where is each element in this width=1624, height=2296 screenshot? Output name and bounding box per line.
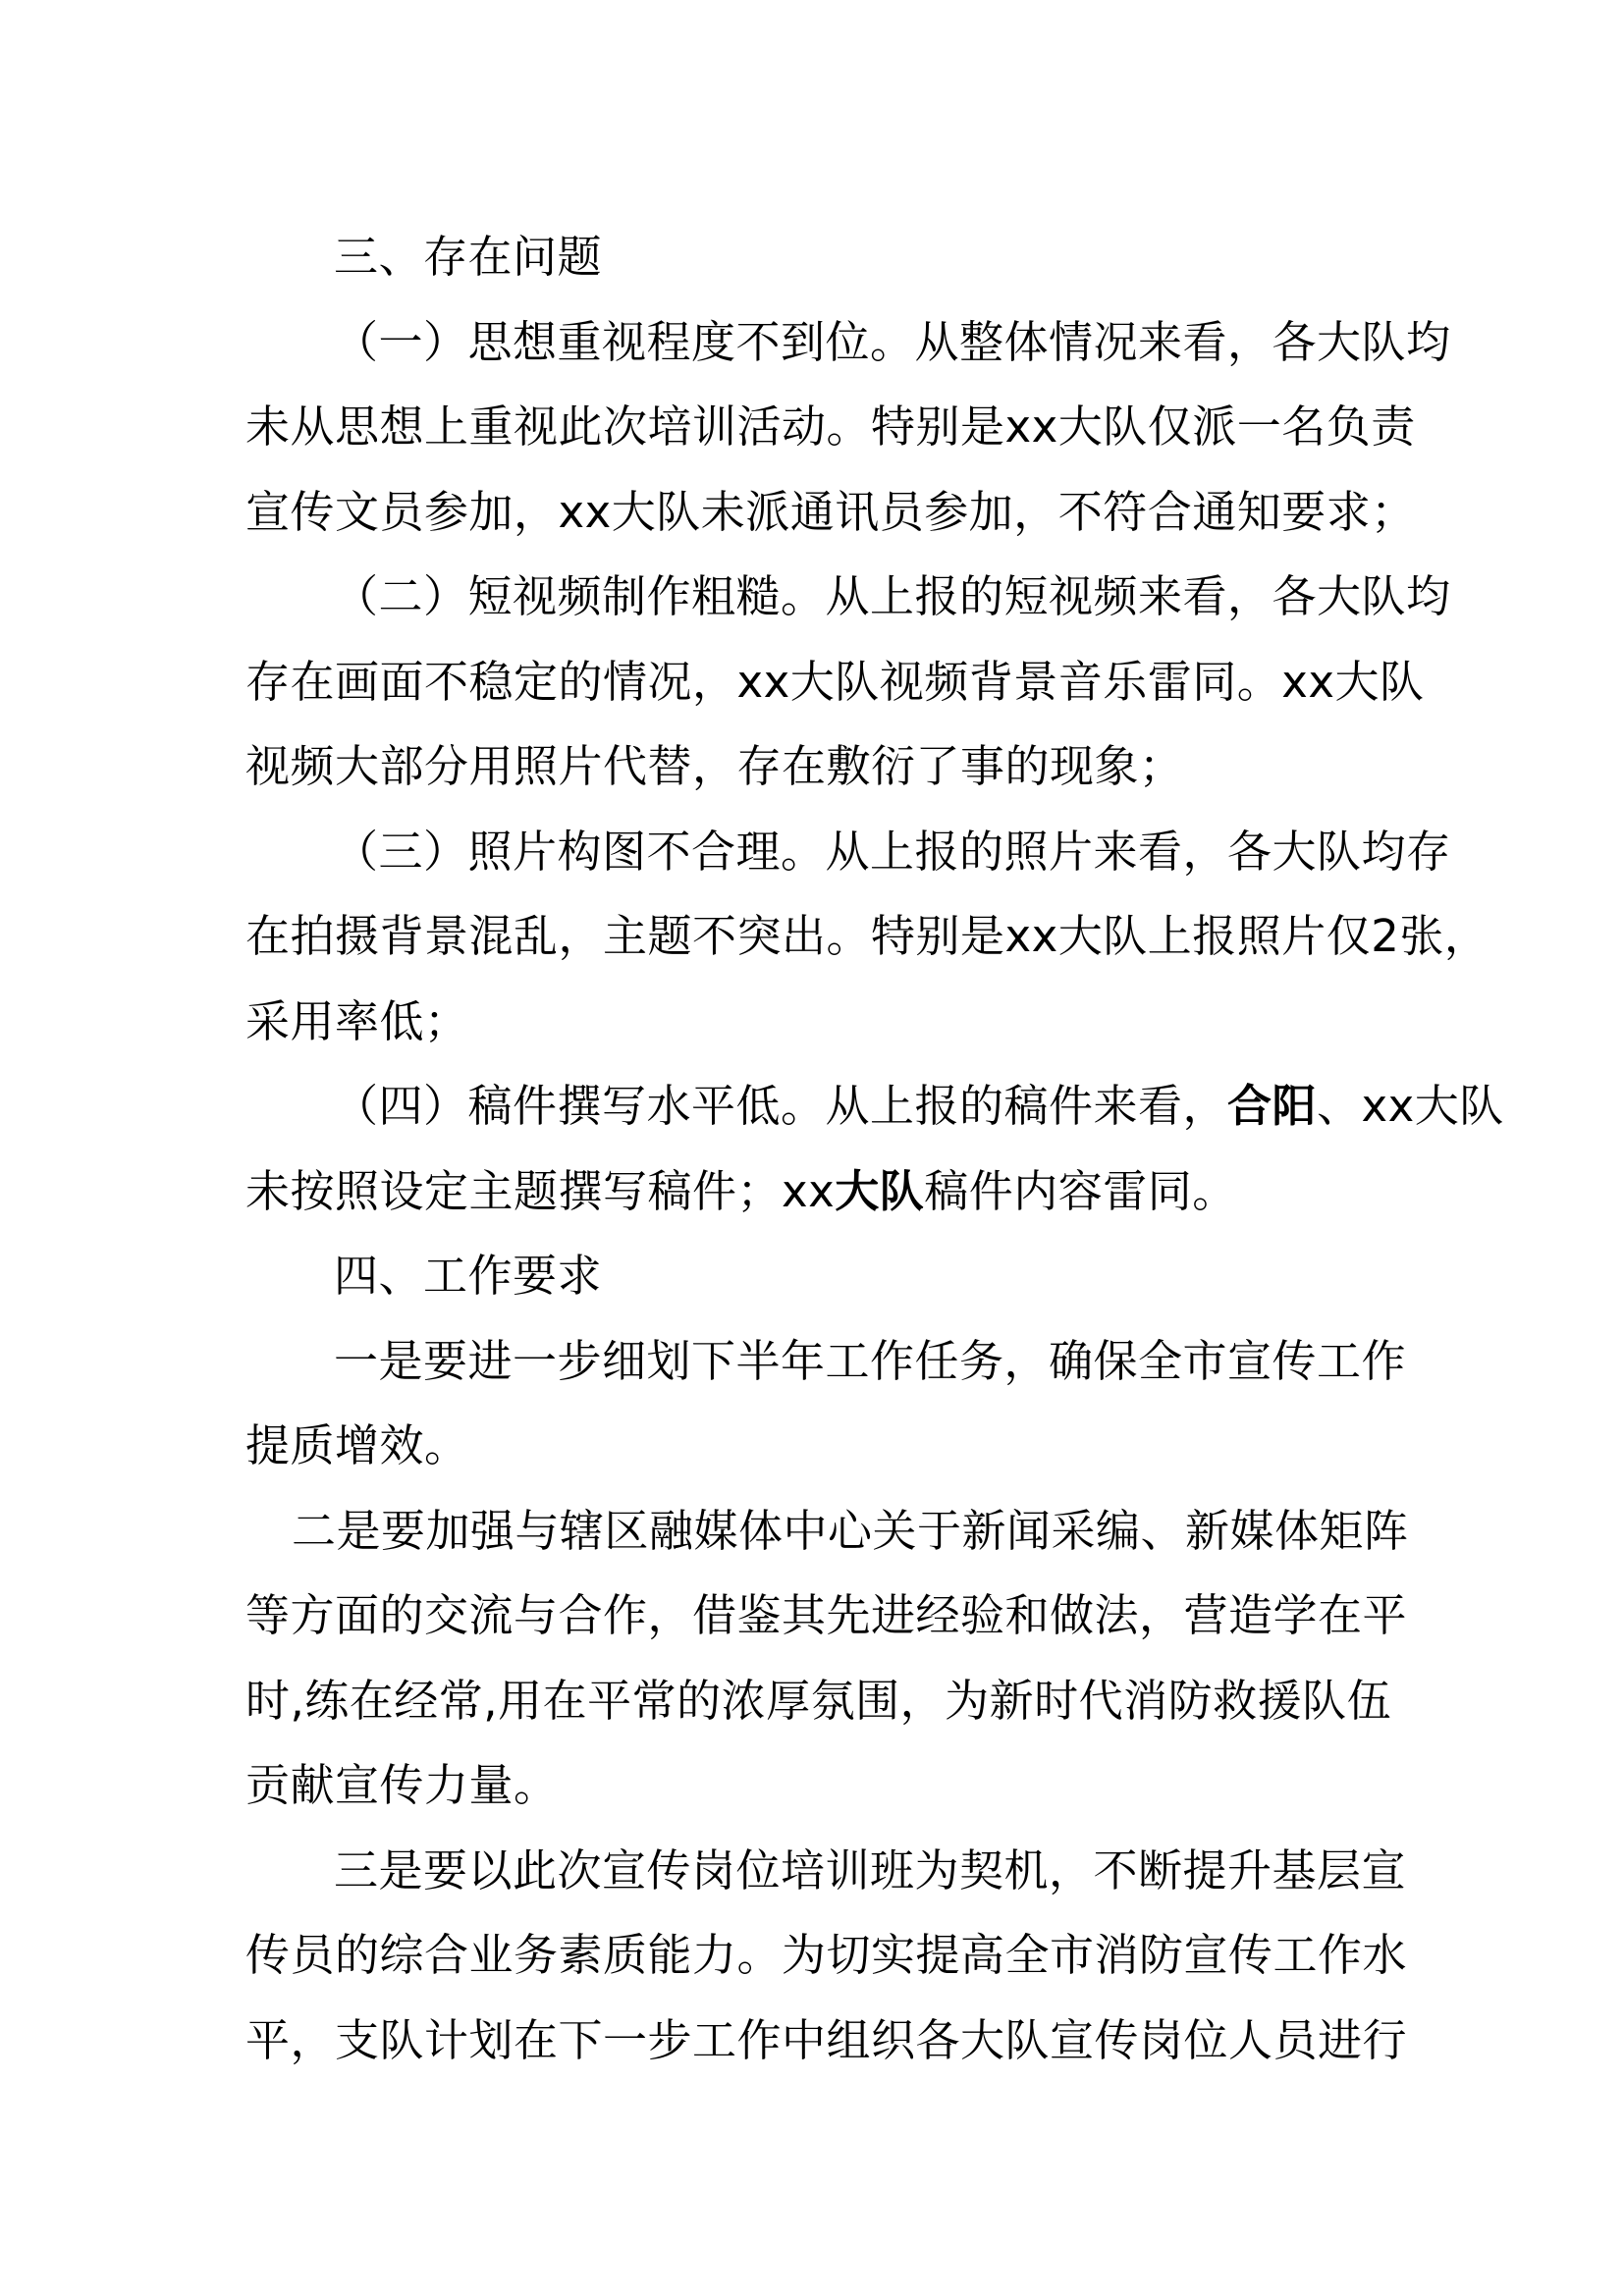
problem-4-line-2 xyxy=(245,1162,1237,1221)
problem-4-line-2-text-b: 稿件内容雷同。 xyxy=(924,1165,1237,1217)
problem-1-line-3: 宣传文员参加，xx大队未派通讯员参加，不符合通知要求； xyxy=(245,486,1416,538)
requirement-2-line-4: 贡献宣传力量。 xyxy=(245,1759,559,1811)
requirement-1-line-1: 一是要进一步细划下半年工作任务，确保全市宣传工作 xyxy=(334,1335,1407,1387)
problem-4-line-1-text-a: （四）稿件撰写水平低。从上报的稿件来看， xyxy=(334,1080,1228,1132)
problem-2-line-2: 存在画面不稳定的情况，xx大队视频背景音乐雷同。xx大队 xyxy=(245,656,1425,708)
problem-2-line-3: 视频大部分用照片代替，存在敷衍了事的现象； xyxy=(245,740,1184,792)
problem-4-bold-dadui: 大队 xyxy=(835,1165,925,1217)
problem-4-bold-heyang: 合阳 xyxy=(1227,1080,1318,1132)
requirement-1-line-2: 提质增效。 xyxy=(245,1419,469,1471)
requirement-3-line-1: 三是要以此次宣传岗位培训班为契机，不断提升基层宣 xyxy=(334,1844,1407,1896)
problem-3-line-2: 在拍摄背景混乱，主题不突出。特别是xx大队上报照片仅2张， xyxy=(245,910,1489,962)
problem-3-line-3: 采用率低； xyxy=(245,995,469,1047)
problem-3-line-1: （三）照片构图不合理。从上报的照片来看，各大队均存 xyxy=(334,826,1451,878)
problem-1-line-1: （一）思想重视程度不到位。从整体情况来看，各大队均 xyxy=(334,316,1451,368)
problem-1-line-2: 未从思想上重视此次培训活动。特别是xx大队仅派一名负责 xyxy=(245,400,1416,453)
requirement-3-line-2: 传员的综合业务素质能力。为切实提高全市消防宣传工作水 xyxy=(245,1929,1408,1981)
requirement-2-line-2: 等方面的交流与合作，借鉴其先进经验和做法，营造学在平 xyxy=(245,1589,1408,1641)
requirement-2-line-3: 时,练在经常,用在平常的浓厚氛围，为新时代消防救援队伍 xyxy=(245,1675,1392,1727)
requirement-3-line-3: 平，支队计划在下一步工作中组织各大队宣传岗位人员进行 xyxy=(245,2014,1408,2066)
problem-4-line-1-text-b: 、xx大队 xyxy=(1317,1080,1504,1132)
requirement-2-line-1: 二是要加强与辖区融媒体中心关于新闻采编、新媒体矩阵 xyxy=(292,1505,1409,1557)
section-heading-requirements: 四、工作要求 xyxy=(334,1250,603,1302)
section-heading-problems: 三、存在问题 xyxy=(334,231,603,283)
problem-4-line-1 xyxy=(334,1077,1504,1136)
problem-4-line-2-text-a: 未按照设定主题撰写稿件；xx xyxy=(245,1165,836,1217)
problem-2-line-1: （二）短视频制作粗糙。从上报的短视频来看，各大队均 xyxy=(334,570,1451,622)
